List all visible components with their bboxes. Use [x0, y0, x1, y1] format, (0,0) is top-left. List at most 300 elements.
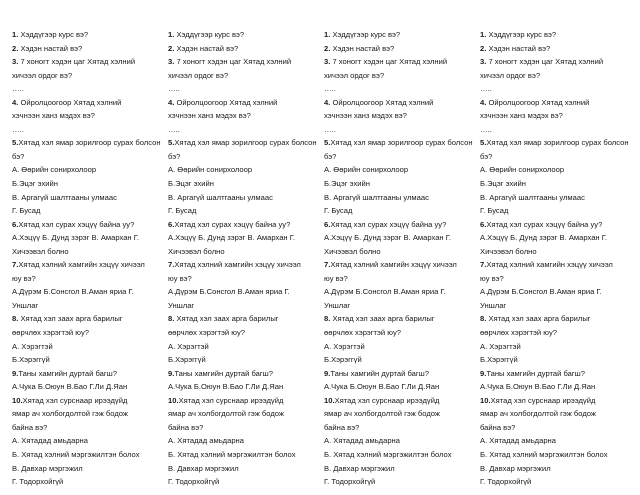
survey-line	[324, 245, 476, 259]
line-text: Ойролцоогоор Хятад хэлний	[174, 97, 278, 107]
survey-line	[168, 204, 320, 218]
survey-line	[12, 380, 164, 394]
line-text: Хятад хэл ямар зорилгоор сурах болсон	[486, 138, 629, 148]
line-text: Хэддүгээр курс вэ?	[174, 30, 245, 39]
question-number: 6.	[12, 219, 19, 229]
line-text: юу вэ?	[168, 273, 192, 283]
survey-line	[324, 218, 476, 232]
survey-line	[12, 462, 164, 476]
survey-line	[480, 448, 632, 462]
survey-line	[168, 285, 320, 299]
line-text: хэчнээн ханз мэдэх вэ?	[324, 111, 407, 121]
line-text: А. Хэрэгтэй	[12, 341, 53, 351]
survey-line	[168, 394, 320, 408]
survey-line	[480, 312, 632, 326]
line-text: ямар ач холбогдолтой гэж бодож	[168, 409, 284, 419]
line-text: Хятад хэл ямар зорилгоор сурах болсон	[330, 138, 473, 148]
survey-line	[12, 28, 164, 42]
survey-line	[12, 136, 164, 150]
survey-line	[324, 421, 476, 435]
line-text: В. Давхар мэргэжил	[168, 463, 239, 473]
line-text: Г. Тодорхойгүй	[12, 477, 64, 487]
survey-line	[480, 150, 632, 164]
survey-line	[12, 340, 164, 354]
survey-line	[168, 245, 320, 259]
line-text: Б.Хэрэггүй	[324, 355, 362, 365]
survey-line	[168, 231, 320, 245]
survey-line	[324, 340, 476, 354]
question-number: 3.	[168, 57, 175, 67]
line-text: байна вэ?	[12, 422, 48, 432]
line-text: Хэдэн настай вэ?	[18, 43, 83, 53]
line-text: Уншлаг	[480, 300, 507, 310]
line-text: Ойролцоогоор Хятад хэлний	[18, 97, 122, 107]
line-text: Б. Хятад хэлний мэргэжилтэн болох	[168, 449, 296, 459]
question-number: 4.	[168, 97, 175, 107]
line-text: А.Чука Б.Оюун В.Бао Г.Ли Д.Яан	[168, 382, 284, 392]
survey-line	[168, 109, 320, 123]
survey-column-1	[12, 28, 164, 495]
question-number: 4.	[12, 97, 19, 107]
line-text: В. Давхар мэргэжил	[480, 463, 551, 473]
survey-line	[480, 231, 632, 245]
survey-line	[12, 191, 164, 205]
survey-line	[480, 96, 632, 110]
survey-line	[12, 123, 164, 137]
survey-line	[480, 42, 632, 56]
line-text: Уншлаг	[12, 300, 39, 310]
survey-line	[480, 218, 632, 232]
line-text: А. Хятадад амьдарна	[480, 436, 556, 446]
question-number: 10.	[480, 395, 491, 405]
survey-line	[324, 462, 476, 476]
line-text: А. Өөрийн сонирхолоор	[480, 165, 565, 175]
survey-line	[168, 177, 320, 191]
line-text: Б. Хятад хэлний мэргэжилтэн болох	[12, 449, 140, 459]
question-number: 9.	[324, 368, 331, 378]
line-text: В. Давхар мэргэжил	[324, 463, 395, 473]
line-text: 7 хоногт хэдэн цаг Хятад хэлний	[18, 57, 136, 67]
question-number: 5.	[168, 138, 175, 148]
line-text: Хэдэн настай вэ?	[174, 43, 239, 53]
question-number: 5.	[480, 138, 487, 148]
survey-line	[324, 42, 476, 56]
line-text: Б. Хятад хэлний мэргэжилтэн болох	[324, 449, 452, 459]
survey-line	[12, 407, 164, 421]
survey-line	[480, 245, 632, 259]
survey-line	[324, 191, 476, 205]
survey-line	[168, 218, 320, 232]
survey-line	[480, 407, 632, 421]
line-text: Хятад хэл сурах хэцүү байна уу?	[18, 219, 135, 229]
survey-line	[12, 312, 164, 326]
line-text: Хэдэн настай вэ?	[486, 43, 551, 53]
line-text: А.Чука Б.Оюун В.Бао Г.Ли Д.Яан	[12, 382, 128, 392]
survey-line	[168, 258, 320, 272]
line-text: Хятад хэл сурснаар ирээдүйд	[22, 395, 128, 405]
line-text: Хятад хэл заах арга барилыг	[174, 314, 279, 324]
survey-line	[168, 407, 320, 421]
line-text: А. Өөрийн сонирхолоор	[168, 165, 253, 175]
survey-line	[324, 231, 476, 245]
survey-line	[324, 434, 476, 448]
line-text: хэчнээн ханз мэдэх вэ?	[168, 111, 251, 121]
survey-line	[324, 82, 476, 96]
line-text: Б.Хэрэггүй	[480, 355, 518, 365]
line-text: Хэддүгээр курс вэ?	[18, 30, 89, 39]
line-text: В. Давхар мэргэжил	[12, 463, 83, 473]
survey-line	[12, 150, 164, 164]
line-text: Хятад хэл сурах хэцүү байна уу?	[330, 219, 447, 229]
survey-line	[480, 191, 632, 205]
survey-line	[480, 421, 632, 435]
survey-line	[12, 231, 164, 245]
survey-line	[480, 204, 632, 218]
survey-line	[324, 285, 476, 299]
line-text: ямар ач холбогдолтой гэж бодож	[480, 409, 596, 419]
line-text: юу вэ?	[480, 273, 504, 283]
survey-line	[168, 353, 320, 367]
line-text: А. Хятадад амьдарна	[168, 436, 244, 446]
survey-line	[12, 258, 164, 272]
question-number: 6.	[168, 219, 175, 229]
question-number: 4.	[480, 97, 487, 107]
survey-line	[324, 123, 476, 137]
line-text: Хятад хэл сурах хэцүү байна уу?	[486, 219, 603, 229]
line-text: А. Хэрэгтэй	[324, 341, 365, 351]
question-number: 7.	[324, 260, 331, 270]
survey-line	[168, 475, 320, 489]
survey-line	[324, 150, 476, 164]
line-text: Хятад хэл заах арга барилыг	[486, 314, 591, 324]
line-text: Ойролцоогоор Хятад хэлний	[330, 97, 434, 107]
question-number: 2.	[480, 43, 487, 53]
line-text: Г. Бусад	[480, 206, 509, 216]
question-number: 1.	[168, 30, 175, 39]
survey-line	[168, 299, 320, 313]
line-text: байна вэ?	[324, 422, 360, 432]
line-text: А.Хэцүү Б. Дунд зэрэг В. Амархан Г.	[480, 233, 608, 243]
line-text: …..	[324, 84, 336, 94]
survey-line	[480, 394, 632, 408]
line-text: Хичээвэл болно	[168, 246, 225, 256]
line-text: Таны хамгийн дуртай багш?	[174, 368, 273, 378]
line-text: Хэддүгээр курс вэ?	[330, 30, 401, 39]
question-number: 8.	[480, 314, 487, 324]
survey-line	[324, 407, 476, 421]
survey-line	[324, 258, 476, 272]
survey-line	[168, 123, 320, 137]
survey-line	[168, 28, 320, 42]
survey-line	[12, 69, 164, 83]
survey-line	[168, 434, 320, 448]
survey-line	[324, 272, 476, 286]
survey-line	[12, 448, 164, 462]
survey-line	[480, 285, 632, 299]
survey-line	[480, 434, 632, 448]
question-number: 2.	[12, 43, 19, 53]
line-text: Г. Тодорхойгүй	[480, 477, 532, 487]
question-number: 2.	[168, 43, 175, 53]
survey-line	[480, 340, 632, 354]
line-text: хэчнээн ханз мэдэх вэ?	[12, 111, 95, 121]
line-text: Хятад хэлний хамгийн хэцүү хичээл	[174, 260, 301, 270]
line-text: Г. Тодорхойгүй	[324, 477, 376, 487]
line-text: Таны хамгийн дуртай багш?	[330, 368, 429, 378]
survey-line	[324, 204, 476, 218]
line-text: Таны хамгийн дуртай багш?	[18, 368, 117, 378]
line-text: В. Аргагүй шалтгааны улмаас	[12, 192, 117, 202]
line-text: Б.Эцэг эхийн	[480, 179, 526, 189]
line-text: Уншлаг	[324, 300, 351, 310]
line-text: …..	[168, 124, 180, 134]
survey-line	[168, 69, 320, 83]
survey-line	[480, 28, 632, 42]
line-text: А.Чука Б.Оюун В.Бао Г.Ли Д.Яан	[480, 382, 596, 392]
survey-line	[480, 69, 632, 83]
line-text: Б.Эцэг эхийн	[168, 179, 214, 189]
line-text: А.Хэцүү Б. Дунд зэрэг В. Амархан Г.	[168, 233, 296, 243]
line-text: Хятад хэл заах арга барилыг	[18, 314, 123, 324]
survey-line	[12, 326, 164, 340]
survey-line	[480, 123, 632, 137]
line-text: 7 хоногт хэдэн цаг Хятад хэлний	[174, 57, 292, 67]
line-text: А. Өөрийн сонирхолоор	[12, 165, 97, 175]
line-text: …..	[480, 84, 492, 94]
line-text: хичээл ордог вэ?	[324, 70, 385, 80]
survey-line	[12, 285, 164, 299]
survey-column-3	[324, 28, 476, 495]
question-number: 4.	[324, 97, 331, 107]
survey-line	[480, 109, 632, 123]
survey-line	[168, 163, 320, 177]
line-text: А. Хятадад амьдарна	[12, 436, 88, 446]
line-text: хичээл ордог вэ?	[480, 70, 541, 80]
survey-line	[324, 367, 476, 381]
survey-line	[168, 340, 320, 354]
line-text: бэ?	[168, 151, 181, 161]
survey-line	[324, 109, 476, 123]
survey-line	[168, 367, 320, 381]
line-text: 7 хоногт хэдэн цаг Хятад хэлний	[330, 57, 448, 67]
survey-line	[480, 367, 632, 381]
survey-line	[12, 82, 164, 96]
line-text: хичээл ордог вэ?	[12, 70, 73, 80]
line-text: Г. Тодорхойгүй	[168, 477, 220, 487]
question-number: 10.	[324, 395, 335, 405]
survey-line	[12, 299, 164, 313]
survey-line	[480, 380, 632, 394]
question-number: 8.	[12, 314, 19, 324]
survey-line	[12, 434, 164, 448]
line-text: 7 хоногт хэдэн цаг Хятад хэлний	[486, 57, 604, 67]
question-number: 9.	[12, 368, 19, 378]
line-text: хэчнээн ханз мэдэх вэ?	[480, 111, 563, 121]
line-text: өөрчлөх хэрэгтэй юу?	[324, 328, 401, 338]
survey-line	[324, 136, 476, 150]
line-text: В. Аргагүй шалтгааны улмаас	[324, 192, 429, 202]
line-text: …..	[324, 124, 336, 134]
survey-line	[168, 191, 320, 205]
line-text: Хичээвэл болно	[12, 246, 69, 256]
question-number: 1.	[12, 30, 19, 39]
question-number: 3.	[324, 57, 331, 67]
survey-line	[324, 475, 476, 489]
line-text: А. Хэрэгтэй	[480, 341, 521, 351]
question-number: 9.	[480, 368, 487, 378]
line-text: ямар ач холбогдолтой гэж бодож	[324, 409, 440, 419]
line-text: А.Дүрэм Б.Сонсгол В.Аман яриа Г.	[480, 287, 602, 297]
line-text: А. Хятадад амьдарна	[324, 436, 400, 446]
line-text: Хятад хэл сурснаар ирээдүйд	[334, 395, 440, 405]
line-text: А.Дүрэм Б.Сонсгол В.Аман яриа Г.	[168, 287, 290, 297]
line-text: юу вэ?	[324, 273, 348, 283]
survey-line	[12, 272, 164, 286]
question-number: 8.	[168, 314, 175, 324]
line-text: А. Хэрэгтэй	[168, 341, 209, 351]
survey-line	[480, 475, 632, 489]
line-text: Хятад хэл сурах хэцүү байна уу?	[174, 219, 291, 229]
line-text: Б.Хэрэггүй	[12, 355, 50, 365]
survey-line	[480, 136, 632, 150]
survey-line	[12, 353, 164, 367]
line-text: Хичээвэл болно	[324, 246, 381, 256]
line-text: Хэдэн настай вэ?	[330, 43, 395, 53]
line-text: А.Хэцүү Б. Дунд зэрэг В. Амархан Г.	[12, 233, 140, 243]
question-number: 3.	[480, 57, 487, 67]
survey-line	[480, 299, 632, 313]
survey-line	[168, 150, 320, 164]
survey-line	[324, 96, 476, 110]
survey-line	[12, 218, 164, 232]
survey-line	[480, 272, 632, 286]
survey-line	[324, 326, 476, 340]
line-text: хичээл ордог вэ?	[168, 70, 229, 80]
question-number: 6.	[324, 219, 331, 229]
line-text: …..	[12, 124, 24, 134]
line-text: А.Чука Б.Оюун В.Бао Г.Ли Д.Яан	[324, 382, 440, 392]
survey-line	[324, 28, 476, 42]
survey-line	[168, 96, 320, 110]
survey-line	[168, 82, 320, 96]
question-number: 7.	[168, 260, 175, 270]
line-text: байна вэ?	[168, 422, 204, 432]
line-text: Таны хамгийн дуртай багш?	[486, 368, 585, 378]
line-text: А.Дүрэм Б.Сонсгол В.Аман яриа Г.	[324, 287, 446, 297]
survey-line	[324, 163, 476, 177]
survey-line	[324, 353, 476, 367]
line-text: Г. Бусад	[12, 206, 41, 216]
survey-line	[168, 312, 320, 326]
survey-line	[168, 136, 320, 150]
survey-line	[168, 272, 320, 286]
line-text: Б. Хятад хэлний мэргэжилтэн болох	[480, 449, 608, 459]
survey-line	[324, 394, 476, 408]
survey-line	[12, 204, 164, 218]
line-text: байна вэ?	[480, 422, 516, 432]
survey-line	[168, 462, 320, 476]
survey-line	[480, 326, 632, 340]
survey-column-2	[168, 28, 320, 495]
survey-line	[324, 69, 476, 83]
survey-line	[12, 163, 164, 177]
survey-column-4	[480, 28, 632, 495]
line-text: ямар ач холбогдолтой гэж бодож	[12, 409, 128, 419]
survey-line	[324, 299, 476, 313]
survey-line	[480, 82, 632, 96]
question-number: 3.	[12, 57, 19, 67]
survey-line	[168, 448, 320, 462]
survey-line	[324, 177, 476, 191]
survey-line	[480, 462, 632, 476]
line-text: Г. Бусад	[324, 206, 353, 216]
line-text: өөрчлөх хэрэгтэй юу?	[12, 328, 89, 338]
survey-line	[168, 55, 320, 69]
survey-line	[12, 394, 164, 408]
line-text: Хятад хэлний хамгийн хэцүү хичээл	[330, 260, 457, 270]
question-number: 10.	[168, 395, 179, 405]
survey-line	[12, 421, 164, 435]
question-number: 9.	[168, 368, 175, 378]
survey-line	[324, 380, 476, 394]
line-text: Ойролцоогоор Хятад хэлний	[486, 97, 590, 107]
line-text: Хэддүгээр курс вэ?	[486, 30, 557, 39]
survey-line	[168, 326, 320, 340]
line-text: Г. Бусад	[168, 206, 197, 216]
survey-line	[324, 55, 476, 69]
survey-line	[12, 177, 164, 191]
question-number: 5.	[324, 138, 331, 148]
line-text: Хятад хэл заах арга барилыг	[330, 314, 435, 324]
question-number: 1.	[324, 30, 331, 39]
line-text: …..	[168, 84, 180, 94]
question-number: 5.	[12, 138, 19, 148]
line-text: Хятад хэл сурснаар ирээдүйд	[178, 395, 284, 405]
survey-line	[12, 475, 164, 489]
line-text: юу вэ?	[12, 273, 36, 283]
question-number: 2.	[324, 43, 331, 53]
survey-line	[480, 163, 632, 177]
survey-line	[168, 42, 320, 56]
line-text: Б.Хэрэггүй	[168, 355, 206, 365]
question-number: 8.	[324, 314, 331, 324]
question-number: 10.	[12, 395, 23, 405]
survey-line	[12, 245, 164, 259]
survey-line	[12, 109, 164, 123]
line-text: өөрчлөх хэрэгтэй юу?	[480, 328, 557, 338]
line-text: …..	[480, 124, 492, 134]
survey-line	[12, 55, 164, 69]
line-text: В. Аргагүй шалтгааны улмаас	[480, 192, 585, 202]
survey-line	[12, 42, 164, 56]
line-text: Б.Эцэг эхийн	[12, 179, 58, 189]
survey-line	[480, 177, 632, 191]
survey-line	[168, 421, 320, 435]
line-text: А. Өөрийн сонирхолоор	[324, 165, 409, 175]
question-number: 7.	[12, 260, 19, 270]
line-text: өөрчлөх хэрэгтэй юу?	[168, 328, 245, 338]
question-number: 6.	[480, 219, 487, 229]
line-text: Хятад хэлний хамгийн хэцүү хичээл	[486, 260, 613, 270]
survey-line	[480, 258, 632, 272]
survey-line	[12, 96, 164, 110]
line-text: Хятад хэл сурснаар ирээдүйд	[490, 395, 596, 405]
line-text: Б.Эцэг эхийн	[324, 179, 370, 189]
survey-line	[168, 380, 320, 394]
survey-line	[324, 448, 476, 462]
line-text: бэ?	[480, 151, 493, 161]
survey-line	[12, 367, 164, 381]
